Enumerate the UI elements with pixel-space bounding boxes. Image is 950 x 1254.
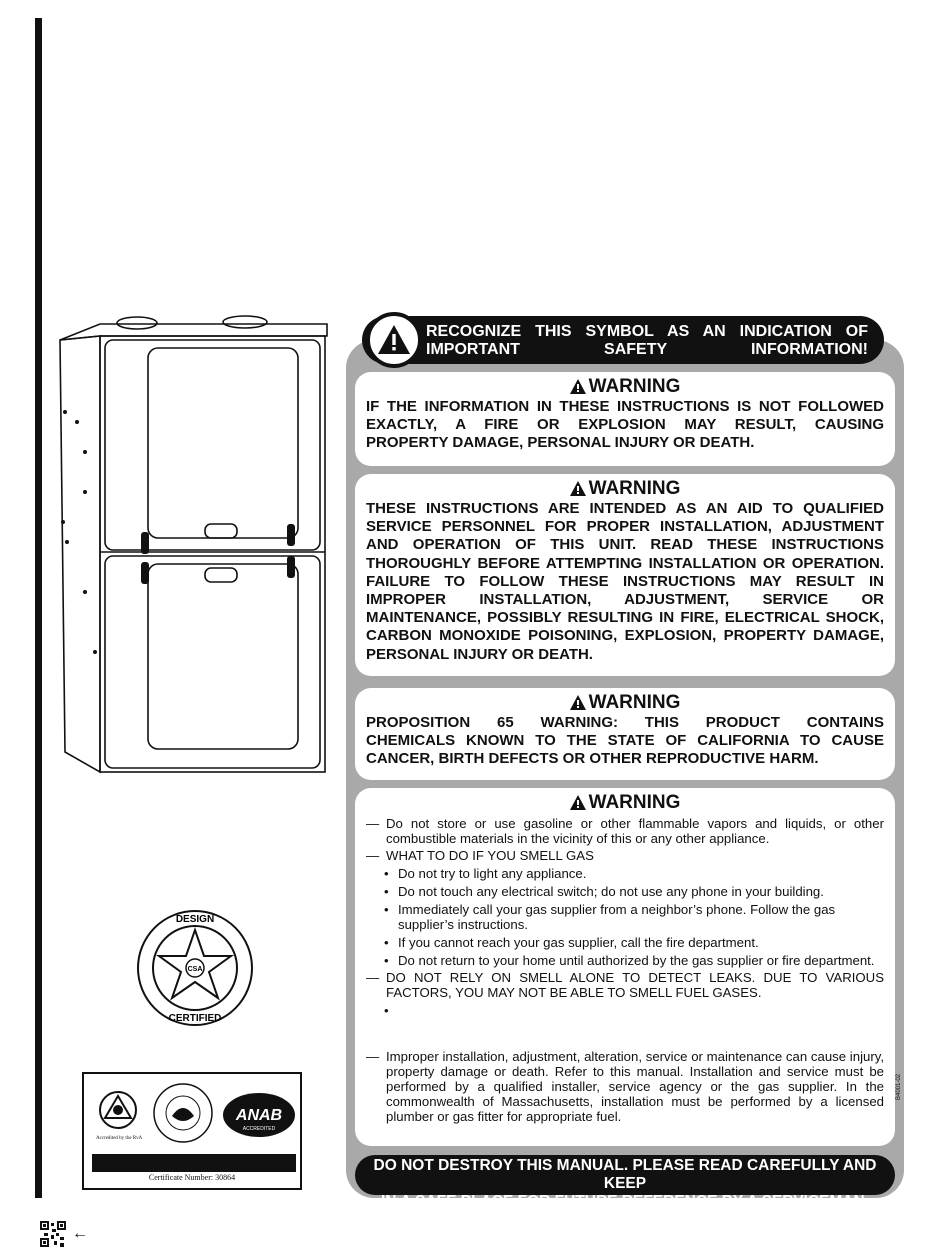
keep-manual-line: DO NOT DESTROY THIS MANUAL. PLEASE READ CAREFULLY AND KEEP xyxy=(373,1157,877,1192)
gas-warning-item: — Do not store or use gasoline or other flammable vapors and liquids, or other combustible materials in the vicinity of this or any other appliance. xyxy=(366,816,884,846)
warning-line: IF THE INFORMATION IN THESE INSTRUCTIONS IS NOT FOLLOWED xyxy=(366,398,884,415)
warning-line: MAINTENANCE, POSSIBLY RESULTING IN FIRE, ELECTRICAL SHOCK, xyxy=(366,609,884,627)
gas-warning-bullet: • If you cannot reach your gas supplier, call the fire department. xyxy=(366,935,884,950)
symbol-banner-text: RECOGNIZE THIS SYMBOL AS AN INDICATION OF IMPORTANT SAFETY INFORMATION! xyxy=(426,323,868,358)
warning-box-gas xyxy=(355,788,895,1146)
warning-triangle-icon xyxy=(376,322,412,358)
csa-group-icon xyxy=(98,1088,138,1132)
warning-line: SERVICE PERSONNEL FOR PROPER INSTALLATION, ADJUSTMENT xyxy=(366,518,884,536)
badge-bottom-text: CERTIFIED xyxy=(168,1013,222,1024)
furnace-illustration xyxy=(55,312,335,782)
gas-warning-bullet: • Do not try to light any appliance. xyxy=(366,866,884,881)
warning-triangle-icon xyxy=(570,695,586,710)
warning-line: PROPERTY DAMAGE, PERSONAL INJURY OR DEATH. xyxy=(366,434,755,452)
warning-line: AND OPERATION OF THIS UNIT. READ THESE INSTRUCTIONS xyxy=(366,536,884,554)
left-margin-bar xyxy=(35,18,42,1198)
warning-line: PERSONAL INJURY OR DEATH. xyxy=(366,645,593,663)
badge-top-text: DESIGN xyxy=(175,914,215,925)
document-code: B4001-02 xyxy=(896,1073,902,1100)
warning-triangle-icon xyxy=(570,379,586,394)
design-certified-badge xyxy=(135,908,255,1028)
warning-line: EXACTLY, A FIRE OR EXPLOSION MAY RESULT, CAUSING xyxy=(366,416,884,434)
warning-line: THOROUGHLY BEFORE ATTEMPTING INSTALLATION OR OPERATION. xyxy=(366,554,884,572)
warning-box-fire xyxy=(355,372,895,466)
back-arrow-icon[interactable]: ← xyxy=(72,1225,88,1242)
anab-accredited-icon xyxy=(222,1092,296,1138)
warning-heading: WARNING xyxy=(366,478,884,500)
keep-manual-banner xyxy=(355,1155,895,1210)
warning-line: FAILURE TO FOLLOW THESE INSTRUCTIONS MAY RESULT IN xyxy=(366,572,884,590)
warning-heading: WARNING xyxy=(366,376,884,398)
quality-evaluation-seal-icon xyxy=(152,1082,214,1144)
warning-box-prop65 xyxy=(355,688,895,780)
warning-line: CHEMICALS KNOWN TO THE STATE OF CALIFORNIA TO CAUSE xyxy=(366,732,884,750)
gas-warning-item: — WHAT TO DO IF YOU SMELL GAS xyxy=(366,848,884,863)
safety-symbol-banner xyxy=(362,316,884,364)
warning-heading: WARNING xyxy=(366,692,884,714)
certificate-number: Certificate Number: 30864 xyxy=(148,1173,236,1182)
safety-symbol-circle xyxy=(366,312,422,368)
gas-warning-item: — DO NOT RELY ON SMELL ALONE TO DETECT LEAKS. DUE TO VARIOUS FACTORS, YOU MAY NOT BE ABLE TO SMELL FUEL GASES. xyxy=(366,970,884,1000)
warning-line: THESE INSTRUCTIONS ARE INTENDED AS AN AID TO QUALIFIED xyxy=(366,500,884,517)
anab-sub-text: ACCREDITED xyxy=(242,1126,276,1132)
warning-triangle-icon xyxy=(570,795,586,810)
warning-line: PROPOSITION 65 WARNING: THIS PRODUCT CONTAINS xyxy=(366,714,884,731)
gas-warning-bullet xyxy=(366,1003,884,1047)
warning-line: IMPROPER INSTALLATION, ADJUSTMENT, SERVICE OR xyxy=(366,591,884,609)
certificate-bar xyxy=(92,1154,296,1172)
gas-warning-bullet: • Do not touch any electrical switch; do not use any phone in your building. xyxy=(366,884,884,899)
badge-center-text: CSA xyxy=(187,966,203,973)
certification-logos xyxy=(82,1072,302,1190)
gas-warning-item: — Improper installation, adjustment, alteration, service or maintenance can cause injury, property damage or death. Refer to this manual. Installation and service must be performed by a qualified installer, service agency or the gas supplier. In the commonwealth of Massachusetts, installation must be performed by a licensed plumber or gas fitter for appropriate fuel. xyxy=(366,1049,884,1124)
anab-text: ANAB xyxy=(235,1107,283,1124)
accredited-by-text: Accredited by the RvA xyxy=(96,1136,143,1141)
qr-code-icon xyxy=(40,1221,66,1247)
warning-triangle-icon xyxy=(570,481,586,496)
warning-line: CANCER, BIRTH DEFECTS OR OTHER REPRODUCTIVE HARM. xyxy=(366,750,819,768)
warning-line: CARBON MONOXIDE POISONING, EXPLOSION, PROPERTY DAMAGE, xyxy=(366,627,884,645)
warning-heading: WARNING xyxy=(366,792,884,814)
gas-warning-bullet: • Immediately call your gas supplier from a neighbor’s phone. Follow the gas supplier’s instructions. xyxy=(366,902,884,932)
gas-warning-bullet: • Do not return to your home until authorized by the gas supplier or fire department. xyxy=(366,953,884,968)
warning-box-qualified-personnel xyxy=(355,474,895,676)
keep-manual-line: IN A SAFE PLACE FOR FUTURE REFERENCE BY A SERVICEMAN. xyxy=(380,1193,869,1210)
